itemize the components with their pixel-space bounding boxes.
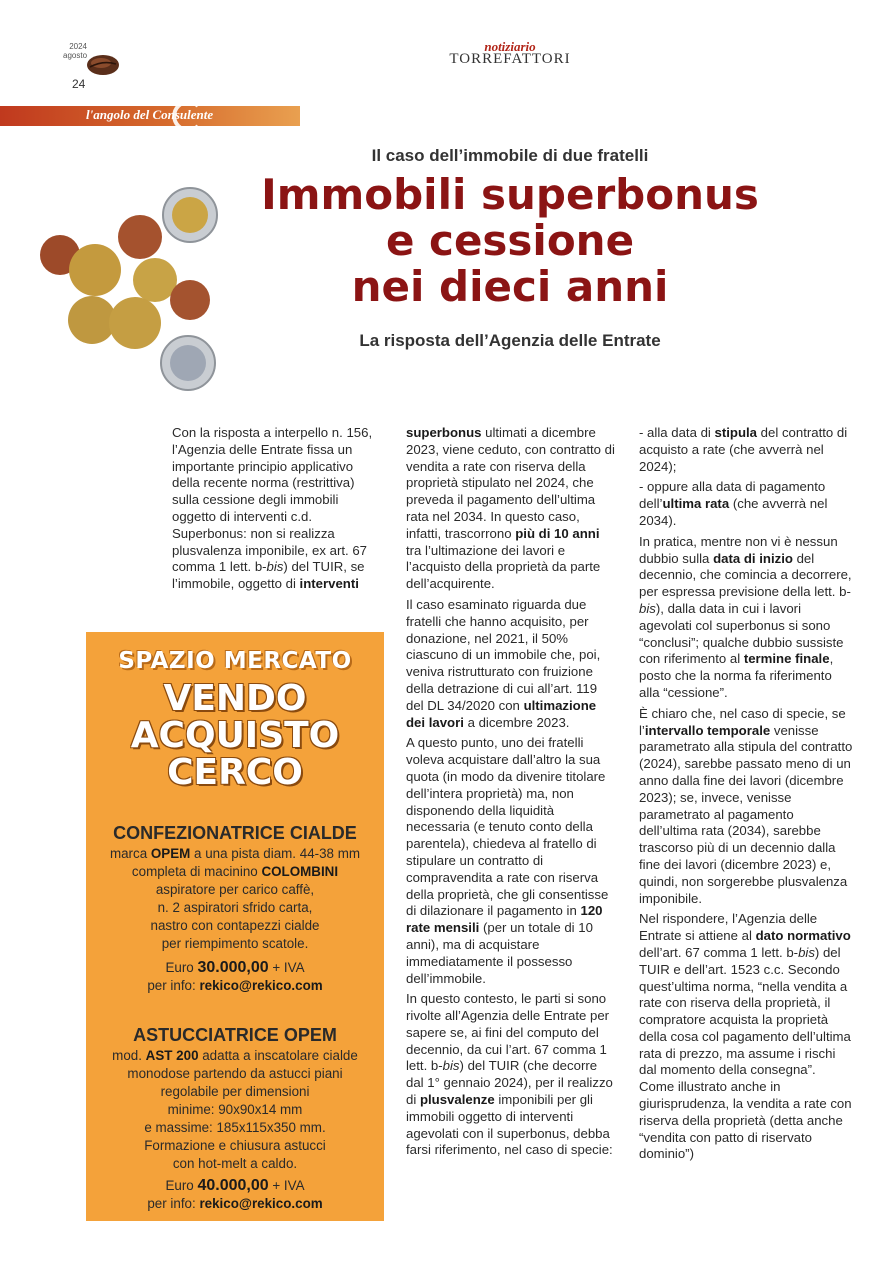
ad-price: Euro 30.000,00 + IVA <box>165 959 305 976</box>
headline-line-3: nei dieci anni <box>351 262 669 311</box>
ad-confezionatrice: CONFEZIONATRICE CIALDE marca OPEM a una pista diam. 44-38 mm completa di macinino COLOMBINI aspiratore per carico caffè, n. 2 aspiratori sfrido carta, nastro con contapezzi cialde per riempimento scatole. Euro 30.000,00 + IVA per info: rekico@rekico.com <box>86 822 384 995</box>
box-big-title <box>86 680 384 791</box>
ad-contact: per info: rekico@rekico.com <box>147 1196 323 1211</box>
headline-line-1: Immobili superbonus <box>261 170 759 219</box>
box-title: SPAZIO MERCATO <box>118 648 352 674</box>
ad-astucciatrice: ASTUCCIATRICE OPEM mod. AST 200 adatta a inscatolare cialde monodose partendo da astucci piani regolabile per dimensioni minime: 90x90x14 mm e massime: 185x115x350 mm. Formazione e chiusura astucci con hot-melt a caldo. Euro 40.000,00 + IVA per info: rekico@rekico.com <box>86 1024 384 1213</box>
paragraph: - oppure alla data di pagamento dell’ultima rata (che avverrà nel 2034). <box>639 479 828 528</box>
page-number: 24 <box>72 77 86 91</box>
paragraph: - alla data di stipula del contratto di acquisto a rate (che avverrà nel 2024); <box>639 425 848 474</box>
headline-line-2: e cessione <box>385 216 635 265</box>
paragraph: A questo punto, uno dei fratelli voleva acquistare dall’altro la sua quota (in modo da divenire titolare dell’intera proprietà) ma, non disponendo della liquidità necessaria (e tenuto conto della parentela), chiedeva al fratello di stipulare un contratto di compravendita a rate con riserva della proprietà, che gli consentisse di dilazionare il pagamento in 120 rate mensili (per un totale di 10 anni), ma di acquistare immediatamente il possesso dell’immobile. <box>406 735 609 986</box>
big-vendo: VENDO <box>163 678 307 719</box>
paragraph: È chiaro che, nel caso di specie, se l’intervallo temporale venisse parametrato alla stipula del contratto (2024), sarebbe passato meno di un anno dalla fine dei lavori (dicembre 2023); se, invece, venisse parametrato al pagamento dell’ultima rata (2034), sarebbe trascorso più di un decennio dalla fine dei lavori (dicembre 2023) e, quindi, non sorgerebbe plusvalenza imponibile. <box>639 705 853 906</box>
paragraph: Nel rispondere, l’Agenzia delle Entrate si attiene al dato normativo dell’art. 67 comma 1 lett. b-bis) del TUIR e dell’art. 1523 c.c. Secondo quest’ultima norma, “nella vendita a rate con riserva della proprietà, il compratore acquista la proprietà della cosa col pagamento dell’ultima rata di prezzo, ma assume i rischi dal momento della consegna”. Come illustrato anche in giurisprudenza, la vendita a rate con riserva della proprietà (detta anche “vendita con patto di riservato dominio”) <box>639 911 852 1162</box>
body-column-3 <box>639 425 854 1167</box>
email-link[interactable]: rekico@rekico.com <box>199 978 323 993</box>
masthead-top: notiziario <box>484 39 536 54</box>
ad-title: ASTUCCIATRICE OPEM <box>133 1025 337 1045</box>
coins-image <box>40 185 230 395</box>
issue-date <box>63 42 87 60</box>
issue-month: agosto <box>63 51 88 60</box>
spazio-mercato-box <box>86 632 384 1221</box>
article-headline <box>220 172 800 310</box>
big-cerco: CERCO <box>167 752 303 793</box>
paragraph: Il caso esaminato riguarda due fratelli che hanno acquisito, per donazione, nel 2021, il 50% ciascuno di un immobile che, poi, veniva ristrutturato con fruizione della detrazione di cui all’art. 119 del DL 34/2020 con ultimazione dei lavori a dicembre 2023. <box>406 596 601 730</box>
paragraph: In pratica, mentre non vi è nessun dubbio sulla data di inizio del decennio, che comincia a decorrere, per espressa previsione della lett. b-bis), dalla data in cui i lavori agevolati col superbonus si sono “conclusi”; qualche dubbio sussiste con riferimento al termine finale, posto che la norma fa riferimento alla “cessione”. <box>639 533 852 700</box>
paragraph: superbonus ultimati a dicembre 2023, viene ceduto, con contratto di vendita a rate con riserva della proprietà stipulato nel 2024, che preveda il pagamento dell’ultima rata nel 2034. In questo caso, infatti, trascorrono più di 10 anni tra l’ultimazione dei lavori e l’acquisto della proprietà da parte dell’acquirente. <box>406 425 615 592</box>
article-kicker: Il caso dell’immobile di due fratelli <box>371 146 649 165</box>
coffee-bean-icon <box>86 54 120 76</box>
masthead-bottom: TORREFATTORI <box>449 51 571 67</box>
section-label: l'angolo del Consulente <box>86 107 214 122</box>
ad-contact: per info: rekico@rekico.com <box>147 978 323 993</box>
paragraph: Con la risposta a interpello n. 156, l’Agenzia delle Entrate fissa un importante principio applicativo della recente norma (restrittiva) sulla cessione degli immobili oggetto di interventi c.d. Superbonus: non si realizza plusvalenza imponibile, ex art. 67 comma 1 lett. b-bis) del TUIR, se l’immobile, oggetto di interventi <box>172 425 373 592</box>
paragraph: In questo contesto, le parti si sono rivolte all’Agenzia delle Entrate per sapere se, ai fini del computo del decennio, da cui l’art. 67 comma 1 lett. b-bis) del TUIR (che decorre dal 1° gennaio 2024), per il realizzo di plusvalenze imponibili per gli immobili oggetto di interventi agevolati con il superbonus, debba farsi riferimento, nel caso di specie: <box>406 991 613 1158</box>
ad-price: Euro 40.000,00 + IVA <box>165 1177 305 1194</box>
issue-year: 2024 <box>69 42 87 51</box>
big-acquisto: ACQUISTO <box>130 715 340 756</box>
body-column-1 <box>172 425 382 597</box>
magazine-masthead <box>380 40 640 66</box>
body-column-2 <box>406 425 616 1163</box>
article-subhead: La risposta dell’Agenzia delle Entrate <box>359 331 661 350</box>
email-link[interactable]: rekico@rekico.com <box>199 1196 323 1211</box>
ad-title: CONFEZIONATRICE CIALDE <box>113 823 357 843</box>
